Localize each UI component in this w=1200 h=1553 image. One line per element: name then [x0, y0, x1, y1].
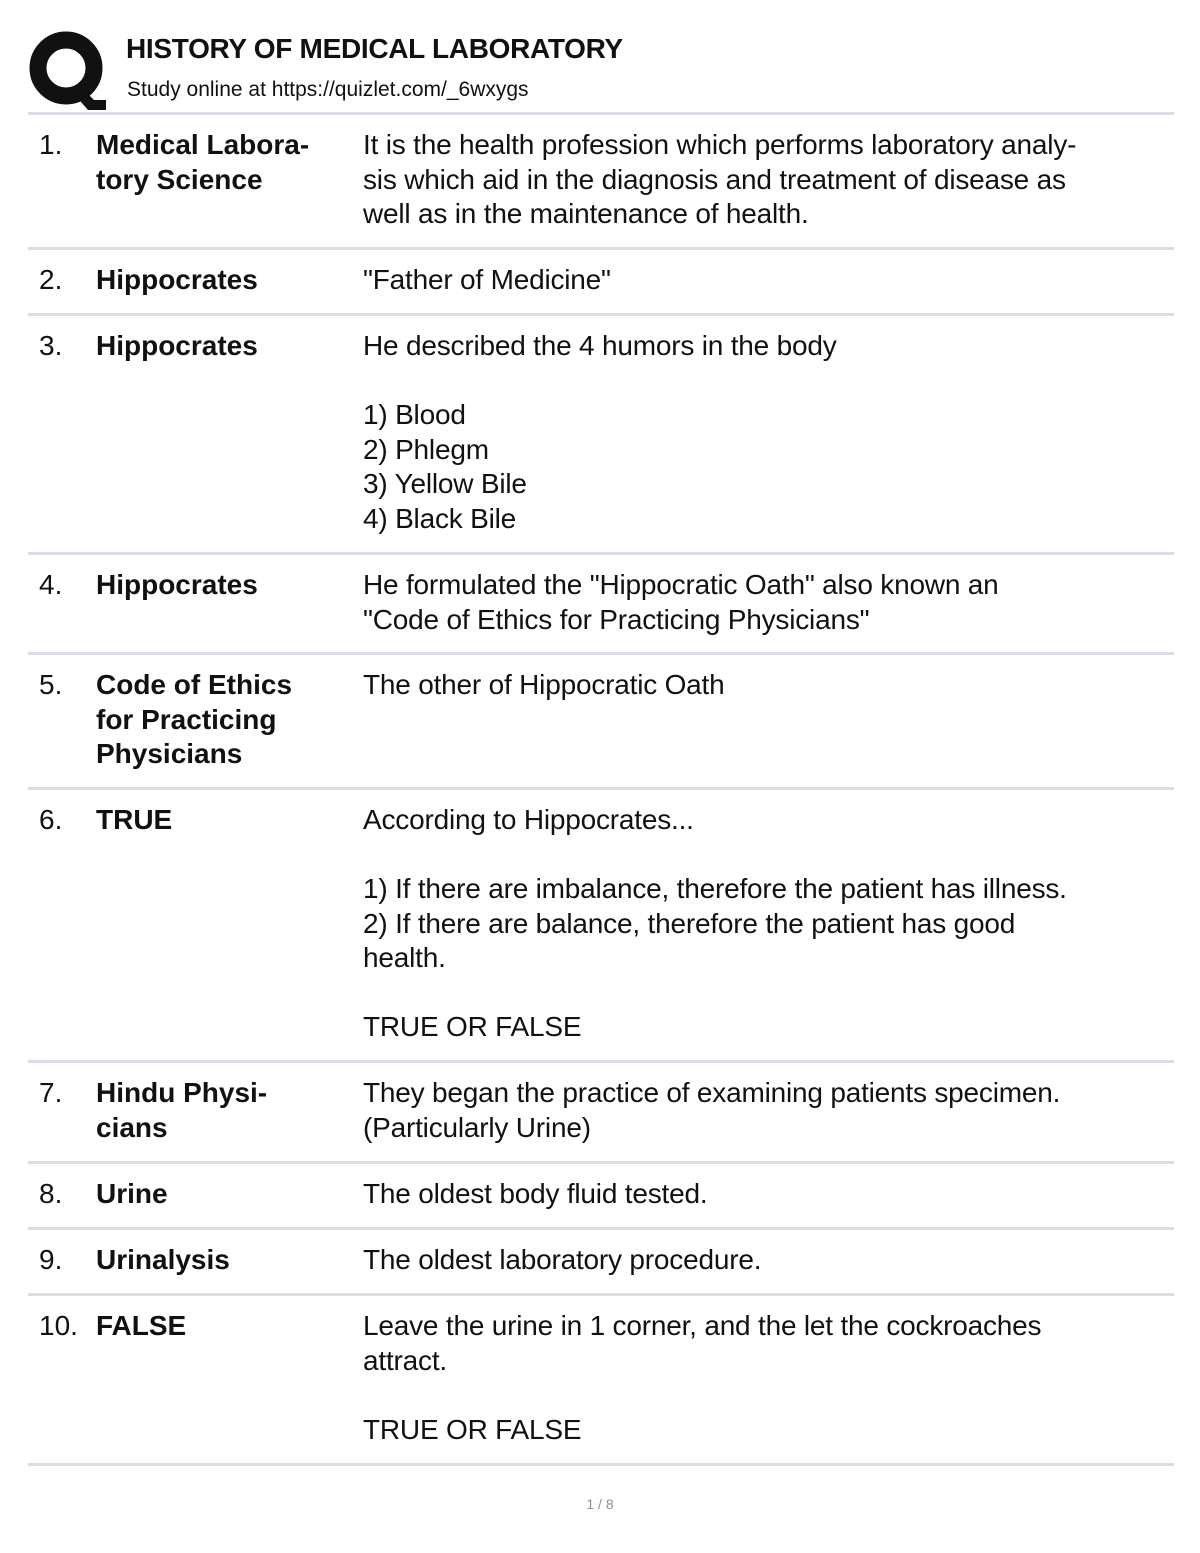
- card-term: Urinalysis: [96, 1244, 230, 1275]
- flashcard-row: [28, 316, 1174, 555]
- quizlet-q-logo-icon: [28, 30, 108, 110]
- card-definition: The other of Hippocratic Oath: [363, 669, 725, 700]
- page-header: [28, 28, 1174, 112]
- card-term: FALSE: [96, 1310, 187, 1341]
- card-term: Hindu Physi- cians: [96, 1077, 268, 1143]
- card-number: 5.: [39, 669, 63, 700]
- flashcard-row: [28, 555, 1174, 655]
- flashcard-row: [28, 1296, 1174, 1466]
- flashcard-row: [28, 790, 1174, 1063]
- card-term: TRUE: [96, 804, 173, 835]
- card-number: 7.: [39, 1077, 63, 1108]
- flashcard-row: [28, 1164, 1174, 1230]
- card-number: 9.: [39, 1244, 63, 1275]
- card-definition: "Father of Medicine": [363, 264, 611, 295]
- card-term: Medical Labora- tory Science: [96, 129, 310, 195]
- card-number: 3.: [39, 330, 63, 361]
- card-number: 1.: [39, 129, 63, 160]
- card-number: 4.: [39, 569, 63, 600]
- card-number: 2.: [39, 264, 63, 295]
- flashcard-row: [28, 1063, 1174, 1164]
- card-term: Hippocrates: [96, 330, 258, 361]
- card-number: 8.: [39, 1178, 63, 1209]
- flashcard-row: [28, 1230, 1174, 1296]
- card-definition: He formulated the "Hippocratic Oath" also known an "Code of Ethics for Practicing Physicians": [363, 569, 999, 635]
- flashcard-row: [28, 115, 1174, 250]
- card-definition: It is the health profession which performs laboratory analy- sis which aid in the diagnosis and treatment of disease as well as in the maintenance of health.: [363, 129, 1077, 229]
- page-number: 1 / 8: [586, 1496, 614, 1512]
- page-title: HISTORY OF MEDICAL LABORATORY: [126, 33, 623, 64]
- card-definition: The oldest laboratory procedure.: [363, 1244, 762, 1275]
- card-number: 6.: [39, 804, 63, 835]
- flashcard-row: [28, 250, 1174, 316]
- card-definition: According to Hippocrates... 1) If there are imbalance, therefore the patient has illness. 2) If there are balance, therefore the patient has good health. TRUE OR FALSE: [363, 804, 1067, 1042]
- flashcard-list: [28, 112, 1174, 1466]
- card-definition: Leave the urine in 1 corner, and the let the cockroaches attract. TRUE OR FALSE: [363, 1310, 1042, 1445]
- card-definition: The oldest body fluid tested.: [363, 1178, 708, 1209]
- card-term: Urine: [96, 1178, 168, 1209]
- card-term: Code of Ethics for Practicing Physicians: [96, 669, 293, 769]
- flashcard-row: [28, 655, 1174, 790]
- card-term: Hippocrates: [96, 569, 258, 600]
- study-online-link[interactable]: Study online at https://quizlet.com/_6wxygs: [127, 78, 529, 101]
- card-definition: He described the 4 humors in the body 1) Blood 2) Phlegm 3) Yellow Bile 4) Black Bile: [363, 330, 837, 534]
- card-definition: They began the practice of examining patients specimen. (Particularly Urine): [363, 1077, 1061, 1143]
- card-number: 10.: [39, 1310, 78, 1341]
- card-term: Hippocrates: [96, 264, 258, 295]
